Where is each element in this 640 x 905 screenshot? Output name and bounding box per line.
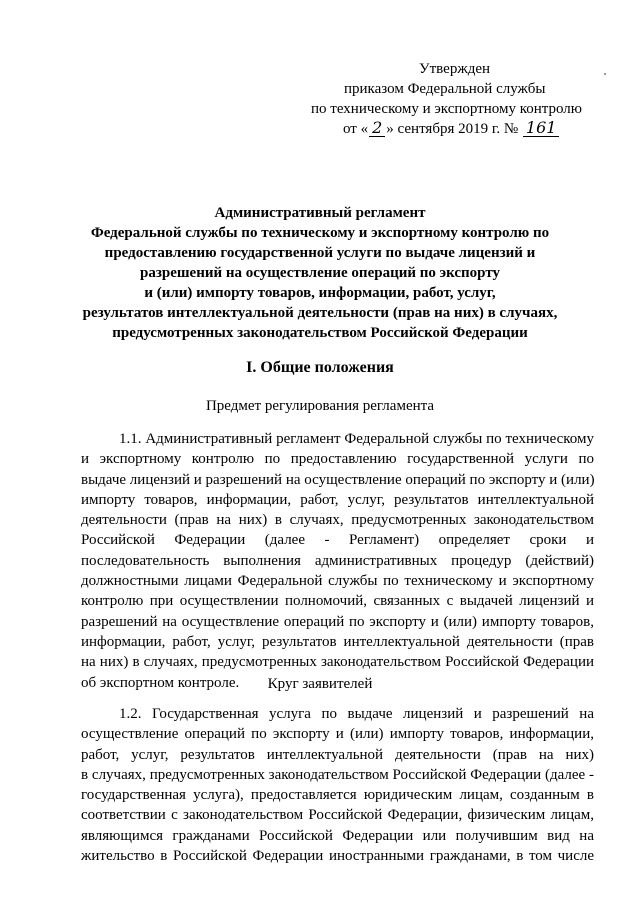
subheading-subject: Предмет регулирования регламента — [205, 398, 435, 414]
paragraph-line: информации, работ, услуг, результатов интеллектуальной деятельности (прав — [81, 633, 594, 650]
approval-line-service: по техническому и экспортному контролю — [311, 101, 583, 117]
title-line: Административный регламент — [214, 205, 426, 221]
document-title — [70, 203, 570, 343]
title-line: предоставлению государственной услуги по выдаче лицензий и — [104, 245, 536, 261]
approval-line-approved: Утвержден — [419, 61, 491, 77]
title-line: предусмотренных законодательством Российской Федерации — [112, 325, 528, 341]
handwritten-day: 2 — [369, 120, 385, 137]
paragraph-line: государственная услуга), предоставляется юридическим лицам, созданным в — [81, 787, 594, 804]
paragraph-line: об экспортном контроле. — [81, 674, 240, 691]
paragraph-line: работ, услуг, результатов интеллектуальной деятельности (прав на них) — [81, 746, 594, 763]
paragraph-line: в случаях, предусмотренных законодательством Российской Федерации (далее - — [81, 766, 594, 783]
paragraph-line: являющимся гражданами Российской Федерации или получившим вид на — [81, 827, 594, 844]
paragraph-line: и экспортному контролю по предоставлению государственной услуги по — [81, 451, 594, 468]
paragraph-line: на них) в случаях, предусмотренных законодательством Российской Федерации — [81, 654, 594, 671]
date-middle: » сентября 2019 г. № — [386, 121, 519, 137]
title-line: результатов интеллектуальной деятельности (прав на них) в случаях, — [82, 305, 558, 321]
paragraph-line: 1.1. Административный регламент Федеральной службы по техническому — [119, 431, 594, 447]
paragraph-line: жительство в Российской Федерации иностранными гражданами, в том числе — [81, 848, 594, 865]
title-line: разрешений на осуществление операций по экспорту — [140, 265, 500, 281]
paragraph-line: контролю при осуществлении полномочий, связанных с выдачей лицензий и — [81, 593, 594, 610]
paragraph-1-2 — [81, 704, 594, 866]
paragraph-line: последовательность выполнения административных процедур (действий) — [81, 552, 594, 569]
title-line: и (или) импорту товаров, информации, работ, услуг, — [144, 285, 496, 301]
paragraph-line: импорту товаров, информации, работ, услуг, результатов интеллектуальной — [81, 491, 594, 508]
scan-speck — [604, 73, 606, 75]
paragraph-line: должностными лицами Федеральной службы по техническому и экспортному — [81, 573, 594, 590]
date-prefix: от « — [343, 121, 369, 137]
paragraph-line: 1.2. Государственная услуга по выдаче лицензий и разрешений на — [119, 706, 594, 722]
section-heading: I. Общие положения — [246, 359, 394, 376]
handwritten-order-number: 161 — [523, 120, 559, 137]
paragraph-line: соответствии с законодательством Российской Федерации, физическим лицам, — [81, 807, 594, 824]
paragraph-1-1 — [81, 429, 594, 693]
paragraph-line: осуществление операций по экспорту и (или) импорту товаров, информации, — [81, 726, 594, 743]
subheading-applicants: Круг заявителей — [267, 676, 373, 692]
paragraph-line: разрешений на осуществление операций по экспорту и (или) импорту товаров, — [81, 613, 594, 630]
paragraph-line: деятельности (прав на них) в случаях, предусмотренных законодательством — [81, 512, 594, 529]
paragraph-line: Российской Федерации (далее - Регламент) определяет сроки и — [81, 532, 594, 549]
approval-line-order: приказом Федеральной службы — [344, 81, 546, 97]
title-line: Федеральной службы по техническому и экспортному контролю по — [90, 225, 550, 241]
approval-line-date-number — [343, 119, 560, 139]
paragraph-line: выдаче лицензий и разрешений на осуществление операций по экспорту и (или) — [81, 471, 595, 488]
